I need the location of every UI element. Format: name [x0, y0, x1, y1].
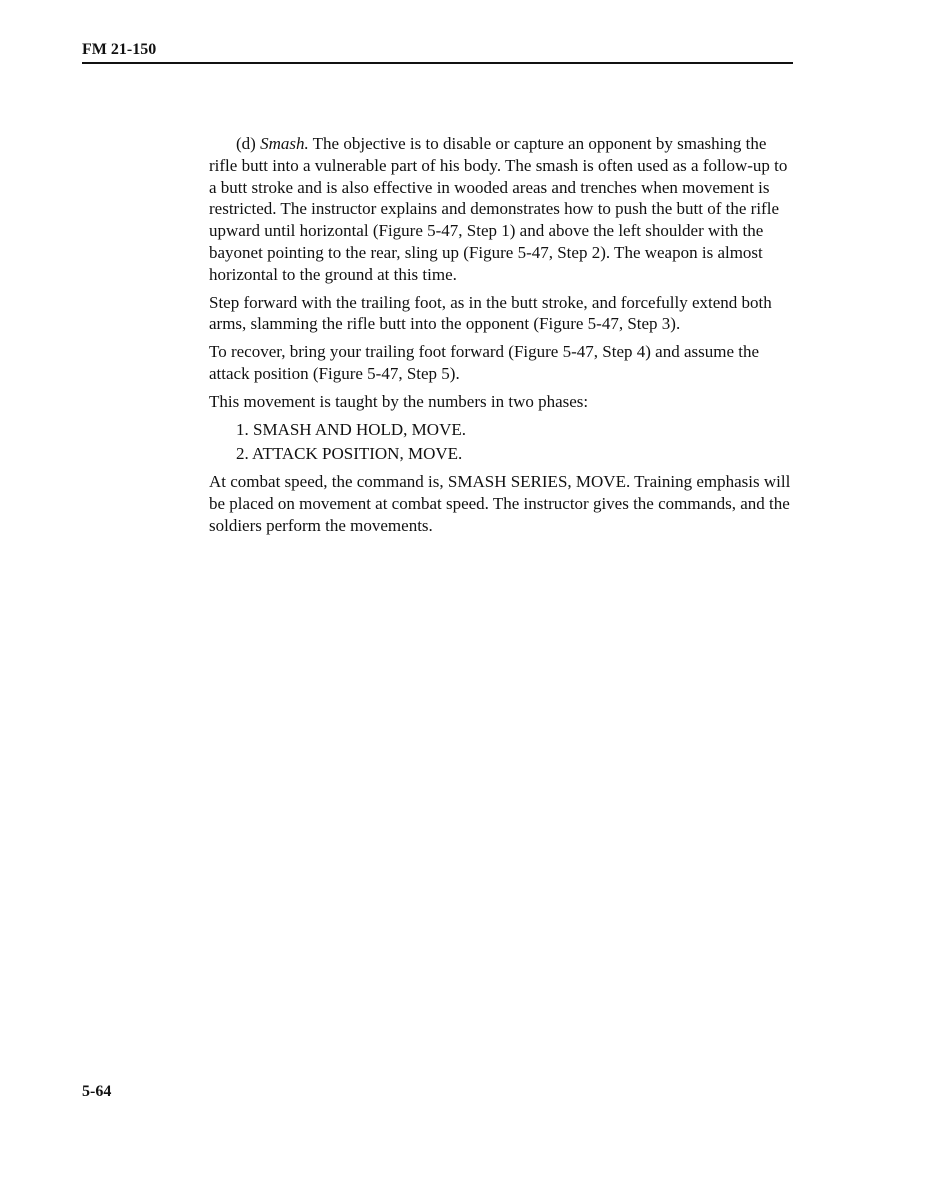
- paragraph-term: Smash.: [260, 134, 309, 153]
- phase-item: 1. SMASH AND HOLD, MOVE.: [236, 419, 466, 439]
- page-header: [82, 40, 793, 64]
- phase-list: [209, 419, 793, 466]
- phase-item: 2. ATTACK POSITION, MOVE.: [236, 444, 463, 464]
- paragraph-combat-speed: At combat speed, the command is, SMASH SERIES, MOVE. Training emphasis will be placed on movement at combat speed. The instructor gives the commands, and the soldiers perform the movements.: [209, 472, 791, 535]
- paragraph-label: (d): [236, 134, 261, 153]
- manual-id: FM 21-150: [82, 41, 157, 58]
- paragraph-smash: [209, 133, 793, 286]
- paragraph-recover: To recover, bring your trailing foot forward (Figure 5-47, Step 4) and assume the attack position (Figure 5-47, Step 5).: [209, 342, 760, 383]
- paragraph-step-forward: Step forward with the trailing foot, as in the butt stroke, and forcefully extend both arms, slamming the rifle butt into the opponent (Figure 5-47, Step 3).: [209, 292, 772, 334]
- page-number: 5-64: [82, 1083, 112, 1100]
- paragraph-phases-intro: This movement is taught by the numbers in two phases:: [209, 391, 589, 411]
- paragraph-text: The objective is to disable or capture an opponent by smashing the rifle butt into a vulnerable part of his body. The smash is often used as a follow-up to a butt stroke and is also effective in wooded areas and trenches when movement is restricted. The instructor explains and demonstrates how to push the butt of the rifle upward until horizontal (Figure 5-47, Step 1) and above the left shoulder with the bayonet pointing to the rear, sling up (Figure 5-47, Step 2). The weapon is almost horizontal to the ground at this time.: [209, 134, 788, 284]
- page-body: [209, 133, 793, 543]
